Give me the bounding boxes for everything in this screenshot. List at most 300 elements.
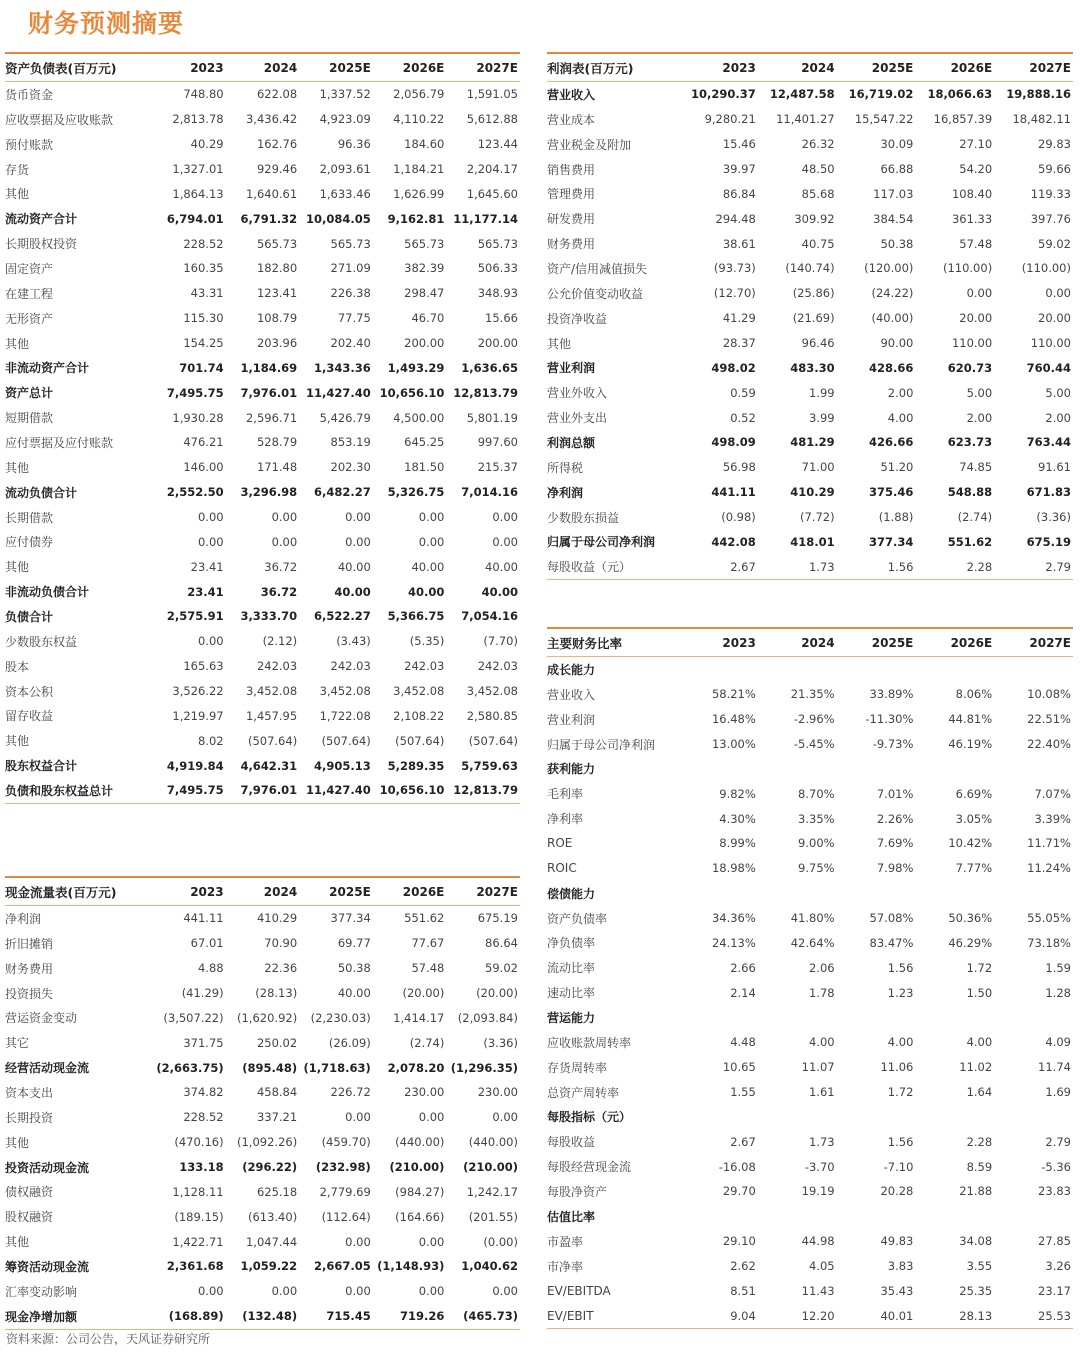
row-label: 营业外支出 bbox=[547, 411, 608, 426]
cell-value: 5,289.35 bbox=[387, 758, 445, 773]
cell-value: 9.82% bbox=[719, 786, 756, 801]
table-row bbox=[547, 781, 1073, 806]
row-label: 其他 bbox=[5, 1135, 30, 1150]
cell-value: 115.30 bbox=[183, 311, 224, 326]
cell-value: 34.36% bbox=[711, 911, 756, 926]
table-row bbox=[547, 1278, 1073, 1303]
cell-value: (895.48) bbox=[242, 1060, 298, 1075]
row-label: 财务费用 bbox=[547, 237, 596, 252]
cell-value: (507.64) bbox=[395, 733, 445, 748]
table-header bbox=[547, 52, 1073, 82]
cell-value: 230.00 bbox=[404, 1085, 445, 1100]
table-row bbox=[547, 430, 1073, 455]
cell-value: 228.52 bbox=[183, 236, 224, 251]
row-label: 市净率 bbox=[547, 1259, 584, 1274]
cell-value: 418.01 bbox=[790, 534, 835, 549]
cell-value: 71.00 bbox=[801, 460, 835, 475]
cell-value: 242.03 bbox=[330, 659, 371, 674]
cell-value: 565.73 bbox=[477, 236, 518, 251]
row-label: 其他 bbox=[5, 734, 30, 749]
cell-value: 90.00 bbox=[880, 336, 914, 351]
cell-value: 675.19 bbox=[477, 911, 518, 926]
cell-value: 1.59 bbox=[1045, 960, 1071, 975]
cell-value: 2.28 bbox=[966, 559, 993, 574]
column-header: 2025E bbox=[329, 60, 371, 75]
cell-value: 671.83 bbox=[1026, 485, 1071, 500]
table-row bbox=[5, 455, 520, 480]
table-row bbox=[5, 579, 520, 604]
table-header bbox=[5, 876, 520, 906]
row-label: 市盈率 bbox=[547, 1234, 584, 1249]
cell-value: 5,366.75 bbox=[387, 609, 445, 624]
cell-value: 3.05% bbox=[955, 811, 993, 826]
row-label: 筹资活动现金流 bbox=[5, 1259, 90, 1274]
cell-value: 3,452.08 bbox=[393, 684, 445, 699]
cell-value: (2.74) bbox=[409, 1035, 445, 1050]
cell-value: 57.48 bbox=[411, 961, 445, 976]
cell-value: 410.29 bbox=[790, 485, 835, 500]
cell-value: 6,482.27 bbox=[314, 485, 371, 500]
table-row bbox=[547, 306, 1073, 331]
table-row bbox=[547, 1154, 1073, 1179]
table-row bbox=[5, 181, 520, 206]
row-label: 每股指标（元） bbox=[547, 1110, 632, 1125]
row-label: 在建工程 bbox=[5, 286, 54, 301]
table-row bbox=[547, 480, 1073, 505]
table-row bbox=[547, 82, 1073, 107]
row-label: 归属于母公司净利润 bbox=[547, 737, 656, 752]
column-header: 2023 bbox=[722, 635, 756, 650]
cell-value: 10,656.10 bbox=[379, 385, 445, 400]
cell-value: 0.00 bbox=[418, 510, 445, 525]
row-label: 汇率变动影响 bbox=[5, 1284, 78, 1299]
cell-value: 46.29% bbox=[948, 935, 993, 950]
cell-value: 10,290.37 bbox=[691, 87, 756, 102]
cell-value: 48.50 bbox=[801, 162, 835, 176]
cell-value: 69.77 bbox=[337, 936, 371, 951]
cell-value: 3.26 bbox=[1045, 1259, 1071, 1274]
row-label: 现金净增加额 bbox=[5, 1309, 78, 1324]
cell-value: 83.47% bbox=[869, 935, 914, 950]
cell-value: 1,645.60 bbox=[466, 186, 518, 201]
cell-value: (3.36) bbox=[1036, 510, 1071, 525]
cell-value: 1,591.05 bbox=[466, 87, 518, 102]
cell-value: 50.38 bbox=[337, 961, 371, 976]
cell-value: 39.97 bbox=[722, 162, 756, 176]
row-label: 利润总额 bbox=[547, 435, 596, 450]
cell-value: 428.66 bbox=[869, 360, 914, 375]
column-header: 2023 bbox=[722, 60, 756, 75]
cell-value: 56.98 bbox=[722, 460, 756, 475]
row-label: 总资产周转率 bbox=[547, 1085, 620, 1100]
cell-value: 1,422.71 bbox=[172, 1234, 224, 1249]
cell-value: 701.74 bbox=[179, 360, 224, 375]
cell-value: (296.22) bbox=[242, 1160, 298, 1175]
cell-value: 5,326.75 bbox=[387, 485, 445, 500]
cell-value: 498.09 bbox=[711, 435, 756, 450]
row-label: 非流动资产合计 bbox=[5, 361, 90, 376]
cell-value: 2.00 bbox=[1045, 410, 1071, 425]
cell-value: 11.07 bbox=[801, 1060, 835, 1075]
cell-value: 0.00 bbox=[1045, 286, 1071, 301]
cell-value: 8.51 bbox=[730, 1283, 756, 1298]
cell-value: 4,500.00 bbox=[393, 410, 445, 425]
cell-value: 160.35 bbox=[183, 261, 224, 276]
row-label: 营业成本 bbox=[547, 112, 596, 127]
cell-value: 397.76 bbox=[1030, 211, 1071, 226]
cell-value: 294.48 bbox=[715, 211, 756, 226]
cell-value: 348.93 bbox=[477, 286, 518, 301]
cell-value: 4,923.09 bbox=[319, 112, 371, 127]
cell-value: 3.39% bbox=[1034, 811, 1071, 826]
cell-value: 458.84 bbox=[256, 1085, 298, 1100]
cell-value: 7.69% bbox=[876, 836, 914, 851]
cell-value: 11,401.27 bbox=[776, 112, 835, 127]
table-row bbox=[547, 980, 1073, 1005]
column-header: 2026E bbox=[402, 884, 445, 899]
table-row bbox=[5, 331, 520, 356]
cell-value: 4.09 bbox=[1045, 1035, 1071, 1050]
table-row bbox=[5, 1030, 520, 1055]
cell-value: 1,040.62 bbox=[461, 1259, 518, 1274]
row-label: 获利能力 bbox=[547, 762, 596, 777]
table-row bbox=[547, 206, 1073, 231]
cell-value: (465.73) bbox=[463, 1309, 518, 1324]
row-label: 股权融资 bbox=[5, 1210, 54, 1225]
cell-value: 1.28 bbox=[1045, 985, 1071, 1000]
cell-value: 123.44 bbox=[477, 137, 518, 152]
cell-value: 57.48 bbox=[959, 236, 993, 251]
cell-value: 1,493.29 bbox=[387, 360, 445, 375]
cell-value: 1.73 bbox=[808, 1134, 835, 1149]
table-row bbox=[5, 82, 520, 107]
cell-value: 0.00 bbox=[492, 1284, 518, 1299]
cell-value: 23.17 bbox=[1038, 1283, 1071, 1298]
cell-value: 0.00 bbox=[197, 1284, 224, 1299]
cell-value: 1.56 bbox=[887, 960, 914, 975]
cell-value: 2,108.22 bbox=[393, 708, 445, 723]
cell-value: 27.85 bbox=[1038, 1234, 1071, 1249]
cell-value: (3.36) bbox=[483, 1035, 518, 1050]
cell-value: 7.98% bbox=[876, 861, 914, 876]
cell-value: 85.68 bbox=[801, 186, 835, 201]
cell-value: (1,296.35) bbox=[450, 1060, 518, 1075]
cell-value: 2,204.17 bbox=[466, 162, 518, 176]
cell-value: 1.64 bbox=[966, 1085, 993, 1100]
cell-value: 1,128.11 bbox=[172, 1184, 224, 1199]
cell-value: 551.62 bbox=[404, 911, 445, 926]
cell-value: 40.00 bbox=[485, 559, 518, 574]
cell-value: 43.31 bbox=[190, 286, 224, 301]
cell-value: 565.73 bbox=[330, 236, 371, 251]
table-row bbox=[5, 1279, 520, 1304]
cell-value: 1,059.22 bbox=[240, 1259, 298, 1274]
cell-value: 0.52 bbox=[730, 410, 756, 425]
table-row bbox=[5, 1080, 520, 1105]
table-row bbox=[5, 231, 520, 256]
table-title: 现金流量表(百万元) bbox=[5, 884, 117, 900]
cell-value: 2,667.05 bbox=[314, 1259, 371, 1274]
cell-value: (459.70) bbox=[321, 1135, 371, 1150]
cell-value: 675.19 bbox=[1026, 534, 1071, 549]
row-label: 营运能力 bbox=[547, 1010, 596, 1025]
table-row bbox=[547, 529, 1073, 554]
cell-value: 483.30 bbox=[790, 360, 835, 375]
cell-value: 375.46 bbox=[869, 485, 914, 500]
column-header: 2025E bbox=[871, 635, 914, 650]
row-label: 经营活动现金流 bbox=[5, 1061, 90, 1076]
table-row bbox=[547, 132, 1073, 157]
cell-value: 44.81% bbox=[948, 712, 993, 727]
cell-value: (7.70) bbox=[483, 634, 518, 649]
cell-value: 0.00 bbox=[197, 510, 224, 525]
cell-value: 271.09 bbox=[330, 261, 371, 276]
cell-value: 2.67 bbox=[730, 1134, 756, 1149]
cell-value: (613.40) bbox=[247, 1209, 298, 1224]
cell-value: 40.00 bbox=[481, 584, 518, 599]
cell-value: 133.18 bbox=[179, 1160, 224, 1175]
row-label: 少数股东损益 bbox=[547, 510, 620, 525]
row-label: 其他 bbox=[5, 187, 30, 202]
cell-value: 5,801.19 bbox=[466, 410, 518, 425]
cell-value: 8.99% bbox=[719, 836, 756, 851]
cell-value: 40.00 bbox=[337, 559, 371, 574]
cell-value: -3.70 bbox=[804, 1159, 835, 1174]
table-row bbox=[5, 753, 520, 778]
table-row bbox=[5, 281, 520, 306]
row-label: 其他 bbox=[5, 1235, 30, 1250]
cell-value: (28.13) bbox=[255, 986, 298, 1000]
cell-value: 4.00 bbox=[808, 1035, 835, 1050]
cell-value: 4,919.84 bbox=[166, 758, 224, 773]
row-label: 流动比率 bbox=[547, 961, 596, 976]
cell-value: 0.00 bbox=[345, 534, 371, 549]
cell-value: 0.00 bbox=[418, 1234, 445, 1249]
row-label: 投资损失 bbox=[5, 986, 54, 1001]
cell-value: 70.90 bbox=[264, 936, 298, 951]
cell-value: (1.88) bbox=[878, 510, 914, 525]
cell-value: 7,054.16 bbox=[461, 609, 518, 624]
cell-value: 1,633.46 bbox=[319, 186, 371, 201]
cell-value: 3.55 bbox=[966, 1259, 993, 1274]
table-row bbox=[547, 1055, 1073, 1080]
cell-value: 7,976.01 bbox=[240, 783, 298, 798]
cell-value: (2.74) bbox=[957, 510, 993, 525]
table-row bbox=[547, 930, 1073, 955]
cell-value: (26.09) bbox=[328, 1035, 371, 1050]
cell-value: (3.43) bbox=[336, 634, 371, 649]
cell-value: 165.63 bbox=[183, 659, 224, 674]
row-label: 其它 bbox=[5, 1036, 30, 1051]
cell-value: 4,905.13 bbox=[314, 758, 371, 773]
cell-value: 377.34 bbox=[330, 911, 371, 926]
row-label: 少数股东权益 bbox=[5, 634, 78, 649]
table-row bbox=[5, 654, 520, 679]
table-row bbox=[5, 629, 520, 654]
cell-value: 28.13 bbox=[959, 1308, 993, 1323]
row-label: 资本支出 bbox=[5, 1085, 54, 1100]
cell-value: 13.00% bbox=[711, 737, 756, 751]
cell-value: 184.60 bbox=[404, 137, 445, 152]
table-row bbox=[5, 1304, 520, 1329]
row-label: 存货 bbox=[5, 162, 30, 177]
table-row bbox=[5, 529, 520, 554]
section-row bbox=[547, 1204, 1073, 1229]
row-label: 净利润 bbox=[5, 911, 42, 926]
cell-value: 337.21 bbox=[256, 1110, 298, 1125]
cell-value: (5.35) bbox=[409, 634, 445, 649]
cell-value: 2,580.85 bbox=[466, 708, 518, 723]
cell-value: 12,813.79 bbox=[453, 385, 518, 400]
cell-value: (164.66) bbox=[395, 1209, 445, 1224]
cell-value: 565.73 bbox=[256, 236, 298, 251]
cell-value: 7.77% bbox=[955, 861, 993, 876]
cell-value: 49.83 bbox=[880, 1234, 914, 1249]
table-row bbox=[547, 256, 1073, 281]
cell-value: 4,110.22 bbox=[393, 112, 445, 127]
cell-value: 11.24% bbox=[1027, 861, 1071, 876]
cell-value: 26.32 bbox=[801, 137, 835, 152]
cell-value: 11.02 bbox=[959, 1060, 993, 1075]
cell-value: 622.08 bbox=[256, 87, 298, 102]
row-label: 所得税 bbox=[547, 460, 584, 475]
table-row bbox=[5, 956, 520, 981]
row-label: 管理费用 bbox=[547, 187, 596, 202]
row-label: 营业利润 bbox=[547, 361, 596, 376]
cell-value: 309.92 bbox=[794, 211, 835, 226]
cell-value: 3,526.22 bbox=[172, 684, 224, 699]
cell-value: 442.08 bbox=[711, 534, 756, 549]
cell-value: 30.09 bbox=[880, 137, 914, 152]
row-label: 营业收入 bbox=[547, 687, 596, 702]
cell-value: 0.00 bbox=[492, 1110, 518, 1125]
row-label: ROE bbox=[547, 836, 573, 851]
cell-value: 44.98 bbox=[801, 1234, 835, 1249]
cell-value: 10.42% bbox=[948, 836, 993, 851]
cell-value: 476.21 bbox=[183, 435, 224, 450]
table-row bbox=[5, 604, 520, 629]
cell-value: 162.76 bbox=[256, 137, 298, 152]
row-label: 长期投资 bbox=[5, 1110, 54, 1125]
cell-value: 1,337.52 bbox=[319, 87, 371, 102]
cell-value: 7,976.01 bbox=[240, 385, 298, 400]
cell-value: 5,426.79 bbox=[319, 410, 371, 425]
table-row bbox=[547, 1229, 1073, 1254]
cell-value: 0.00 bbox=[197, 534, 224, 549]
row-label: 营运资金变动 bbox=[5, 1011, 78, 1026]
cell-value: 0.00 bbox=[492, 510, 518, 525]
cell-value: (40.00) bbox=[871, 311, 914, 326]
cell-value: 15,547.22 bbox=[854, 112, 914, 127]
cell-value: 748.80 bbox=[183, 87, 224, 102]
cell-value: 0.00 bbox=[418, 1110, 445, 1125]
cell-value: 228.52 bbox=[183, 1110, 224, 1125]
cell-value: 1,343.36 bbox=[314, 360, 371, 375]
cell-value: 46.70 bbox=[411, 311, 445, 326]
cell-value: 4.48 bbox=[730, 1035, 756, 1050]
cell-value: 1,457.95 bbox=[245, 708, 298, 723]
cell-value: -11.30% bbox=[865, 712, 914, 727]
table-header bbox=[5, 52, 520, 82]
table-row bbox=[5, 480, 520, 505]
column-header: 2027E bbox=[1029, 60, 1071, 75]
cell-value: 2.28 bbox=[966, 1134, 993, 1149]
table-row bbox=[547, 355, 1073, 380]
cell-value: 853.19 bbox=[330, 435, 371, 450]
cell-value: 12.20 bbox=[801, 1308, 835, 1323]
cell-value: 0.00 bbox=[271, 534, 298, 549]
cell-value: 18,066.63 bbox=[927, 87, 993, 102]
cell-value: 20.00 bbox=[959, 311, 993, 326]
row-label: 公允价值变动收益 bbox=[547, 286, 644, 301]
cell-value: (41.29) bbox=[181, 986, 224, 1000]
row-label: 流动负债合计 bbox=[5, 485, 78, 500]
cell-value: 19.19 bbox=[801, 1184, 835, 1199]
section-row bbox=[547, 756, 1073, 781]
cell-value: 108.40 bbox=[951, 186, 993, 201]
cell-value: 623.73 bbox=[947, 435, 993, 450]
cell-value: 96.46 bbox=[801, 336, 835, 351]
cell-value: (7.72) bbox=[800, 510, 835, 525]
row-label: 无形资产 bbox=[5, 311, 54, 326]
cell-value: 548.88 bbox=[947, 485, 993, 500]
table-row bbox=[5, 1204, 520, 1229]
cell-value: (12.70) bbox=[713, 286, 756, 301]
table-row bbox=[547, 157, 1073, 182]
table-row bbox=[547, 455, 1073, 480]
row-label: 负债合计 bbox=[5, 609, 54, 624]
cell-value: 715.45 bbox=[326, 1309, 371, 1324]
cell-value: 0.59 bbox=[730, 385, 756, 400]
cell-value: 40.00 bbox=[337, 986, 371, 1000]
row-label: 资本公积 bbox=[5, 684, 54, 699]
cell-value: 110.00 bbox=[1030, 336, 1071, 351]
cell-value: 2,596.71 bbox=[245, 410, 298, 425]
cell-value: 36.72 bbox=[260, 584, 298, 599]
cell-value: 0.00 bbox=[966, 286, 993, 301]
row-label: 净利润 bbox=[547, 485, 584, 500]
cell-value: 40.00 bbox=[334, 584, 371, 599]
table-row bbox=[547, 281, 1073, 306]
row-label: 折旧摊销 bbox=[5, 936, 54, 951]
cell-value: 8.70% bbox=[798, 786, 835, 801]
cell-value: 1,219.97 bbox=[172, 708, 224, 723]
cell-value: 10,084.05 bbox=[306, 211, 371, 226]
row-label: 其他 bbox=[5, 460, 30, 475]
cell-value: 7,495.75 bbox=[166, 385, 224, 400]
row-label: 营业税金及附加 bbox=[547, 137, 632, 152]
cell-value: 41.29 bbox=[722, 311, 756, 326]
cell-value: 19,888.16 bbox=[1006, 87, 1071, 102]
table-row bbox=[5, 906, 520, 931]
row-label: 营业外收入 bbox=[547, 386, 608, 401]
table-row bbox=[547, 906, 1073, 931]
table-title: 主要财务比率 bbox=[547, 635, 623, 651]
table-row bbox=[547, 505, 1073, 530]
cell-value: (189.15) bbox=[174, 1209, 224, 1224]
cell-value: 361.33 bbox=[951, 211, 993, 226]
cell-value: 29.83 bbox=[1038, 137, 1071, 152]
cell-value: 2,779.69 bbox=[319, 1184, 371, 1199]
cell-value: 22.51% bbox=[1027, 712, 1071, 727]
cell-value: 5.00 bbox=[1045, 385, 1071, 400]
cell-value: 25.35 bbox=[959, 1283, 993, 1298]
page-title: 财务预测摘要 bbox=[28, 9, 185, 38]
table-row bbox=[5, 1105, 520, 1130]
column-header: 2027E bbox=[1029, 635, 1071, 650]
table-row bbox=[547, 682, 1073, 707]
row-label: 债权融资 bbox=[5, 1185, 54, 1200]
